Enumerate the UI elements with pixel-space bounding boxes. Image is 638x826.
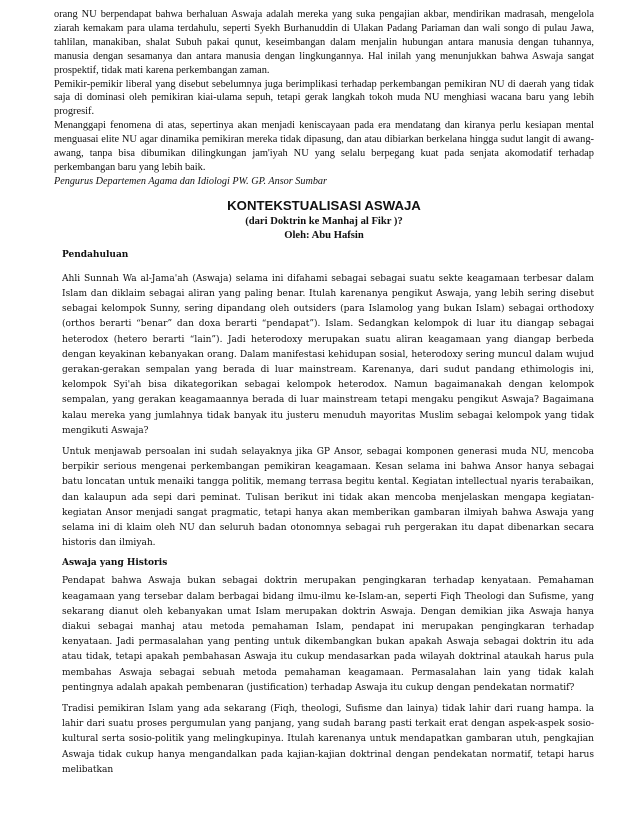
- intro-paragraph: Menanggapi fenomena di atas, sepertinya akan menjadi keniscayaan pada era mendatang dan kiranya perlu kesiapan mental menguasai elite NU agar dinamika pemikiran mereka tidak dipasung, dan atau dibiarkan berkelana hingga sudut langit di awang-awang, tanpa bisa dibumikan dilingkungan jam'iyah NU yang selalu berpegang kuat pada senjata akomodatif terhadap perkembangan baru yang lebih baik.: [54, 120, 594, 173]
- intro-paragraph: orang NU berpendapat bahwa berhaluan Aswaja adalah mereka yang suka pengajian akbar, mendirikan madrasah, mengelola ziarah kemakam para ulama terdahulu, seperti Syekh Burhanuddin di Ulakan Padang Pariaman dan wali songo di pulau Jawa, tahlilan, manakiban, shalat Subuh pakai qunut, keseimbangan dalam menjalin hubungan antara manusia dengan tuhannya, manusia dengan sesamanya dan antara manusia dengan lingkungannya. Hal inilah yang menunjukkan bahwa Aswaja sangat prospektif, tidak mati karena perkembangan zaman.: [54, 9, 594, 76]
- document-page: [54, 8, 594, 784]
- intro-paragraph: Pemikir-pemikir liberal yang disebut sebelumnya juga berimplikasi terhadap perkembangan pemikiran NU di daerah yang tidak saja di dominasi oleh pemikiran kiai-ulama sepuh, tetapi gerak langkah tokoh muda NU menghiasi wacana baru yang lebih progresif.: [54, 78, 594, 118]
- article-author: Oleh: Abu Hafsin: [284, 229, 364, 241]
- article-title: KONTEKSTUALISASI ASWAJA: [227, 197, 421, 213]
- signature: Pengurus Departemen Agama dan Idiologi PW. GP. Ansor Sumbar: [54, 175, 327, 187]
- article-subtitle: (dari Doktrin ke Manhaj al Fikr )?: [245, 215, 403, 227]
- article-body: [54, 249, 594, 778]
- body-paragraph: Tradisi pemikiran Islam yang ada sekarang (Fiqh, theologi, Sufisme dan lainya) tidak lahir dari ruang hampa. la lahir dari suatu proses pergumulan yang panjang, yang sudah barang pasti terkait erat dengan aspek-aspek sosio-kultural serta sosio-politik yang melingkupinya. Itulah karenanya untuk mendapatkan gambaran utuh, pengkajian Aswaja tidak cukup hanya mengandalkan pada kajian-kajian doktrinal dengan pendekatan normatif, tetapi harus melibatkan: [62, 704, 594, 775]
- body-paragraph: Ahli Sunnah Wa al-Jama'ah (Aswaja) selama ini difahami sebagai sebagai suatu sekte keagamaan terbesar dalam Islam dan diklaim sebagai aliran yang paling benar. Itulah karenanya pengikut Aswaja, yang lebih sering disebut sebagai kelompok Sunny, sering dipandang oleh outsiders (para Islamolog yang bukan Islam) sebagai orthodoxy (orthos berarti “benar” dan doxa berarti “pendapat”). Islam. Sedangkan kelompok di luar itu diangap sebagai heterodox (hetero berarti “lain”). Jadi heterodoxy merupakan suatu aliran keagamaan yang diangap berbeda dengan keyakinan kebanyakan orang. Dalam manifestasi kehidupan sosial, heterodoxy sering muncul dalam wujud gerakan-gerakan sempalan yang berada di luar mainstream. Karenanya, dari sudut pandang ethimologis ini, kelompok Syi'ah bisa dikategorikan sebagai kelompok heterodox. Namun bagaimanakah dengan kelompok sempalan, yang gerakan keagamaannya berada di luar mainstream tetapi mengaku pengikut Aswaja? Bagaimana kalau mereka yang jumlahnya tidak banyak itu justeru menuduh mayoritas Muslim sebagai kelompok yang tidak mengikuti Aswaja?: [62, 273, 594, 436]
- section-heading: Aswaja yang Historis: [62, 558, 168, 569]
- body-paragraph: Pendapat bahwa Aswaja bukan sebagai doktrin merupakan pengingkaran terhadap kenyataan. Pemahaman keagamaan yang tersebar dalam berbagai bidang ilmu-ilmu ke-Islam-an, seperti Fiqh Theologi dan Sufisme, yang sekarang dianut oleh kebanyakan umat Islam merupakan doktrin Aswaja. Dengan demikian jika Aswaja hanya diakui sebagai manhaj atau metoda pemahaman Islam, pendapat ini merupakan pengingkaran terhadap kenyataan. Jadi permasalahan yang penting untuk dikembangkan bukan apakah Aswaja sebagai doktrin itu ada atau tidak, tetapi apakah pembahasan Aswaja itu cukup mendasarkan pada wilayah doktrinal ataukah harus pula membahas Aswaja sebagai sebuah metoda pemahaman keagamaan. Permasalahan lain yang tidak kalah pentingnya adalah apakah pembenaran (justification) terhadap Aswaja itu cukup dengan pendekatan normatif?: [62, 576, 594, 693]
- body-paragraph: Untuk menjawab persoalan ini sudah selayaknya jika GP Ansor, sebagai komponen generasi muda NU, mencoba berpikir serious mengenai perkembangan pemikiran keagamaan. Kesan selama ini bahwa Ansor hanya sebagai batu loncatan untuk menaiki tangga politik, memang terrasa begitu kental. Kegiatan intellectual nyaris terabaikan, dan kalaupun ada sepi dari peminat. Tulisan berikut ini tidak akan mencoba menjelaskan mengapa kegiatan-kegiatan Ansor menjadi sangat pragmatic, tetapi hanya akan memberikan gambaran ilmiyah bahwa Aswaja yang selama ini di klaim oleh NU dan seluruh badan otonomnya sebagai ruh pergerakan itu dapat dibenarkan secara historis dan ilmiyah.: [62, 447, 594, 549]
- section-heading: Pendahuluan: [62, 249, 129, 260]
